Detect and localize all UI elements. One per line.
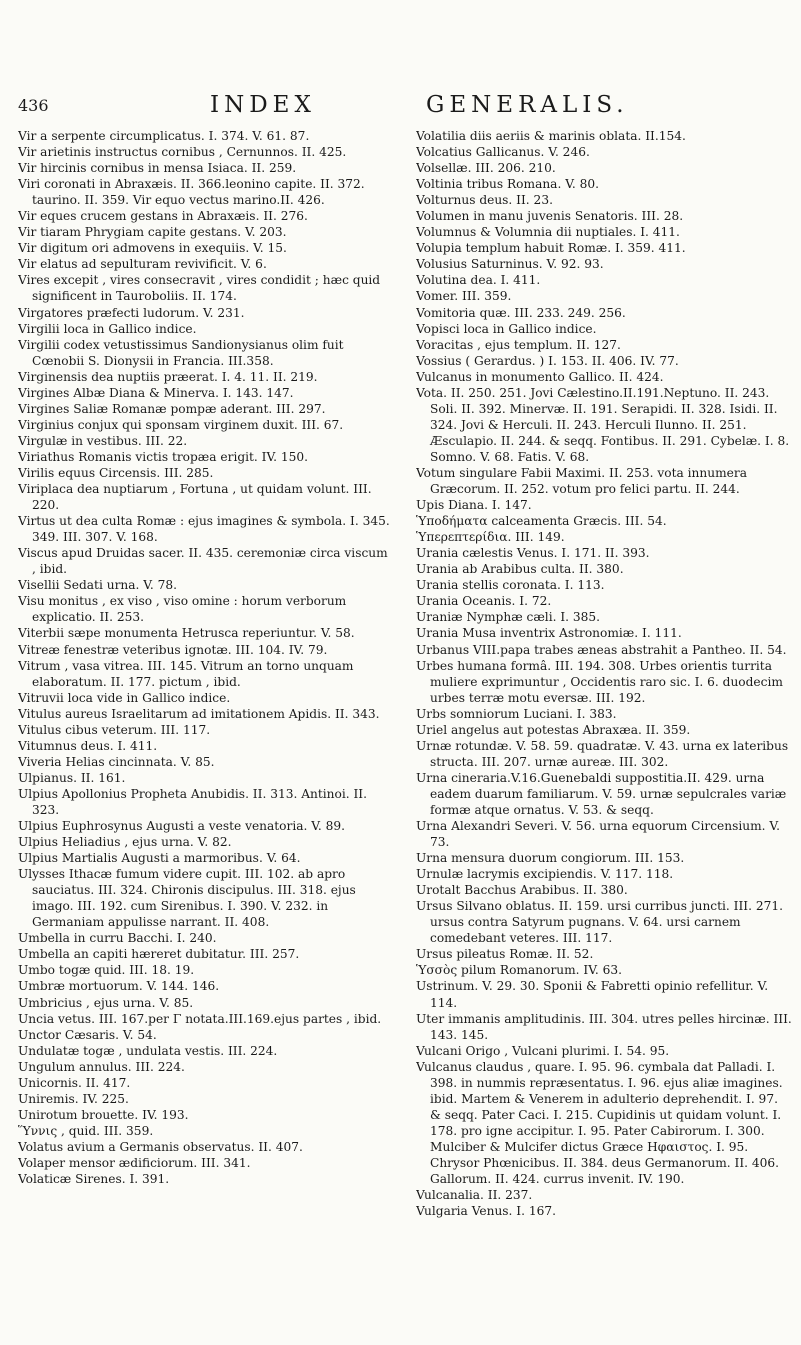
- index-entry: Urania ab Arabibus culta. II. 380.: [416, 562, 624, 577]
- index-entry: Voltinia tribus Romana. V. 80.: [416, 177, 599, 192]
- index-entry: Uncia vetus. III. 167.per Γ notata.III.169.ejus partes , ibid.: [18, 1011, 382, 1026]
- running-title-left: INDEX: [210, 92, 316, 118]
- index-entry: Vulcani Origo , Vulcani plurimi. I. 54. 95.: [416, 1043, 670, 1058]
- index-entry: Ungulum annulus. III. 224.: [18, 1059, 185, 1074]
- index-entry: Ursus Silvano oblatus. II. 159. ursi curribus juncti. III. 271. ursus contra Satyrum pugnans. V. 64. ursi carnem comedebant veteres. III. 117.: [416, 899, 784, 946]
- index-entry: Votum singulare Fabii Maximi. II. 253. vota innumera Græcorum. II. 252. votum pro felici partu. II. 244.: [416, 465, 747, 497]
- index-entry: Ustrinum. V. 29. 30. Sponii & Fabretti opinio refellitur. V. 114.: [416, 979, 769, 1010]
- index-entry: Vir hircinis cornibus in mensa Isiaca. II. 259.: [18, 161, 297, 176]
- index-entry: Viriplaca dea nuptiarum , Fortuna , ut quidam volunt. III. 220.: [18, 482, 372, 513]
- index-entry: Vitruvii loca vide in Gallico indice.: [18, 690, 231, 705]
- index-entry: Urania cælestis Venus. I. 171. II. 393.: [416, 546, 650, 561]
- index-entry: Virginius conjux qui sponsam virginem duxit. III. 67.: [18, 417, 344, 432]
- index-entry: Uriel angelus aut potestas Abraxæa. II. 359.: [416, 722, 691, 737]
- index-entry: Virginensis dea nuptiis præerat. I. 4. 11. II. 219.: [18, 369, 318, 384]
- index-entry: Volusius Saturninus. V. 92. 93.: [416, 257, 604, 272]
- index-entry: Vitrum , vasa vitrea. III. 145. Vitrum an torno unquam elaboratum. II. 177. pictum , ibid.: [18, 658, 354, 689]
- index-entry: Viri coronati in Abraxæis. II. 366.leonino capite. II. 372. taurino. II. 359. Vir equo vectus marino.II. 426.: [18, 177, 365, 208]
- index-entry: Visu monitus , ex viso , viso omine : horum verborum explicatio. II. 253.: [18, 594, 347, 625]
- page-header: [0, 92, 801, 122]
- index-entry: Vitulus cibus veterum. III. 117.: [18, 722, 211, 737]
- index-entry: Vopisci loca in Gallico indice.: [416, 321, 597, 336]
- index-entry: Virtus ut dea culta Romæ : ejus imagines & symbola. I. 345. 349. III. 307. V. 168.: [18, 514, 390, 545]
- index-entry: Undulatæ togæ , undulata vestis. III. 224.: [18, 1043, 278, 1058]
- index-entry: Urna mensura duorum congiorum. III. 153.: [416, 851, 685, 866]
- index-entry: Vomer. III. 359.: [416, 289, 512, 304]
- index-entry: Unirotum brouette. IV. 193.: [18, 1107, 189, 1122]
- index-entry: Umbo togæ quid. III. 18. 19.: [18, 963, 195, 978]
- index-entry: Vir a serpente circumplicatus. I. 374. V. 61. 87.: [18, 129, 310, 143]
- index-entry: Vota. II. 250. 251. Jovi Cælestino.II.191.Neptuno. II. 243. Soli. II. 392. Minervæ. II. 191. Serapidi. II. 328. Isidi. II. 324. Jovi & Herculi. II. 243. Herculi Ilunno. II. 251. Æsculapio. II. 244. & seqq. Fontibus. II. 291. Cybelæ. I. 8. Somno. V. 68. Fatis. V. 68.: [416, 385, 790, 464]
- index-entry: Urania Musa inventrix Astronomiæ. I. 111.: [416, 626, 682, 641]
- index-entry: Volupia templum habuit Romæ. I. 359. 411.: [416, 241, 686, 256]
- index-entry: Virgines Albæ Diana & Minerva. I. 143. 147.: [18, 385, 294, 400]
- page-number: 436: [18, 96, 49, 115]
- index-columns: [18, 128, 794, 1328]
- left-column: [18, 128, 394, 1187]
- index-entry: Urnulæ lacrymis excipiendis. V. 117. 118.: [416, 867, 674, 882]
- index-entry: Virgatores præfecti ludorum. V. 231.: [18, 305, 245, 320]
- index-entry: Umbella in curru Bacchi. I. 240.: [18, 931, 217, 946]
- index-entry: Vulcanus in monumento Gallico. II. 424.: [416, 369, 664, 384]
- index-entry: Volatus avium a Germanis observatus. II. 407.: [18, 1139, 303, 1154]
- index-entry: Ὑπερεπτερίδια. III. 149.: [416, 530, 565, 545]
- index-entry: Volcatius Gallicanus. V. 246.: [416, 145, 590, 160]
- index-entry: Urna Alexandri Severi. V. 56. urna equorum Circensium. V. 73.: [416, 819, 780, 850]
- index-entry: Urania stellis coronata. I. 113.: [416, 578, 605, 593]
- index-entry: Ὑποδήματα calceamenta Græcis. III. 54.: [416, 514, 667, 529]
- index-entry: Ulpius Euphrosynus Augusti a veste venatoria. V. 89.: [18, 819, 346, 834]
- index-entry: Urania Oceanis. I. 72.: [416, 594, 552, 609]
- index-entry: Ὑσσὸς pilum Romanorum. IV. 63.: [416, 963, 623, 978]
- index-entry: Vir arietinis instructus cornibus , Cernunnos. II. 425.: [18, 145, 347, 160]
- index-entry: Uter immanis amplitudinis. III. 304. utres pelles hircinæ. III. 143. 145.: [416, 1011, 792, 1042]
- index-entry: Vossius ( Gerardus. ) I. 153. II. 406. IV. 77.: [416, 353, 679, 368]
- index-entry: Unctor Cæsaris. V. 54.: [18, 1027, 157, 1042]
- index-entry: Volumnus & Volumnia dii nuptiales. I. 411.: [416, 225, 680, 240]
- index-entry: Virgilii codex vetustissimus Sandionysianus olim fuit Cœnobii S. Dionysii in Francia. III.358.: [18, 337, 344, 368]
- index-entry: Viscus apud Druidas sacer. II. 435. ceremoniæ circa viscum , ibid.: [18, 546, 388, 577]
- index-entry: Vitulus aureus Israelitarum ad imitationem Apidis. II. 343.: [18, 706, 380, 721]
- index-entry: Visellii Sedati urna. V. 78.: [18, 578, 178, 593]
- index-entry: Umbricius , ejus urna. V. 85.: [18, 995, 194, 1010]
- index-entry: Ursus pileatus Romæ. II. 52.: [416, 947, 594, 962]
- index-entry: Urna cineraria.V.16.Guenebaldi suppostitia.II. 429. urna eadem duarum familiarum. V. 59. urnæ sepulcrales variæ formæ atque ornatus. V. 53. & seqq.: [416, 770, 787, 817]
- index-entry: Uraniæ Nymphæ cæli. I. 385.: [416, 610, 601, 625]
- index-entry: Urbes humana formâ. III. 194. 308. Urbes orientis turrita muliere exprimuntur , Occidentis raro sic. I. 6. duodecim urbes terræ motu eversæ. III. 192.: [416, 658, 783, 705]
- index-entry: Ulpius Heliadius , ejus urna. V. 82.: [18, 835, 232, 850]
- index-entry: Unicornis. II. 417.: [18, 1075, 131, 1090]
- index-entry: Volumen in manu juvenis Senatoris. III. 28.: [416, 209, 684, 224]
- index-entry: Urbanus VIII.papa trabes æneas abstrahit a Pantheo. II. 54.: [416, 642, 787, 657]
- index-entry: Umbella an capiti hæreret dubitatur. III. 257.: [18, 947, 300, 962]
- index-entry: Vulcanus claudus , quare. I. 95. 96. cymbala dat Palladi. I. 398. in nummis repræsentatus. I. 96. ejus aliæ imagines. ibid. Martem & Venerem in adulterio deprehendit. I. 97. & seqq. Pater Caci. I. 215. Cupidinis ut quidam volunt. I. 178. pro igne accipitur. I. 95. Pater Cabirorum. I. 300. Mulciber & Mulcifer dictus Græce Ηφαιστος. I. 95. Chrysor Phœnicibus. II. 384. deus Germanorum. II. 406. Gallorum. II. 424. currus invenit. IV. 190.: [416, 1059, 783, 1187]
- index-entry: Virgilii loca in Gallico indice.: [18, 321, 197, 336]
- index-entry: Volaticæ Sirenes. I. 391.: [18, 1172, 170, 1187]
- index-entry: Uniremis. IV. 225.: [18, 1091, 129, 1106]
- index-entry: Ulpius Apollonius Propheta Anubidis. II. 313. Antinoi. II. 323.: [18, 786, 367, 817]
- right-column: [416, 128, 792, 1219]
- index-entry: Viterbii sæpe monumenta Hetrusca reperiuntur. V. 58.: [18, 626, 355, 641]
- index-entry: Urotalt Bacchus Arabibus. II. 380.: [416, 883, 628, 898]
- index-entry: Ulpianus. II. 161.: [18, 770, 126, 785]
- index-entry: Vulgaria Venus. I. 167.: [416, 1204, 556, 1219]
- index-entry: Virgulæ in vestibus. III. 22.: [18, 433, 188, 448]
- index-entry: Virgines Saliæ Romanæ pompæ aderant. III. 297.: [18, 401, 326, 416]
- index-entry: Vires excepit , vires consecravit , vires condidit ; hæc quid significent in Tauroboliis. II. 174.: [18, 273, 381, 304]
- index-entry: Vulcanalia. II. 237.: [416, 1188, 533, 1203]
- index-entry: Viveria Helias cincinnata. V. 85.: [18, 754, 215, 769]
- index-entry: Ulpius Martialis Augusti a marmoribus. V. 64.: [18, 851, 301, 866]
- index-entry: Volaper mensor ædificiorum. III. 341.: [18, 1156, 251, 1170]
- index-entry: Vir elatus ad sepulturam revivificit. V. 6.: [18, 257, 267, 272]
- index-entry: Vitumnus deus. I. 411.: [18, 738, 158, 753]
- index-entry: Umbræ mortuorum. V. 144. 146.: [18, 979, 220, 994]
- index-entry: Volturnus deus. II. 23.: [416, 193, 553, 208]
- index-entry: Virilis equus Circensis. III. 285.: [18, 465, 214, 480]
- index-entry: Vomitoria quæ. III. 233. 249. 256.: [416, 305, 626, 320]
- index-entry: Vir eques crucem gestans in Abraxæis. II. 276.: [18, 209, 308, 224]
- index-entry: Voracitas , ejus templum. II. 127.: [416, 337, 621, 352]
- index-entry: Ulysses Ithacæ fumum videre cupit. III. 102. ab apro sauciatus. III. 324. Chironis discipulus. III. 318. ejus imago. III. 192. cum Sirenibus. I. 390. V. 232. in Germaniam appulisse narrant. II. 408.: [18, 867, 356, 930]
- index-entry: Vir tiaram Phrygiam capite gestans. V. 203.: [18, 225, 287, 240]
- index-entry: Ὕννις , quid. III. 359.: [18, 1123, 154, 1138]
- index-entry: Urbs somniorum Luciani. I. 383.: [416, 706, 617, 721]
- index-entry: Urnæ rotundæ. V. 58. 59. quadratæ. V. 43. urna ex lateribus structa. III. 207. urnæ aureæ. III. 302.: [416, 738, 789, 769]
- index-entry: Volatilia diis aeriis & marinis oblata. II.154.: [416, 129, 686, 143]
- running-title-right: GENERALIS.: [426, 92, 629, 118]
- index-entry: Volutina dea. I. 411.: [416, 273, 541, 288]
- index-entry: Vitreæ fenestræ veteribus ignotæ. III. 104. IV. 79.: [18, 642, 328, 657]
- index-entry: Viriathus Romanis victis tropæa erigit. IV. 150.: [18, 449, 309, 464]
- index-entry: Volsellæ. III. 206. 210.: [416, 161, 556, 176]
- index-entry: Upis Diana. I. 147.: [416, 498, 532, 513]
- index-entry: Vir digitum ori admovens in exequiis. V. 15.: [18, 241, 287, 256]
